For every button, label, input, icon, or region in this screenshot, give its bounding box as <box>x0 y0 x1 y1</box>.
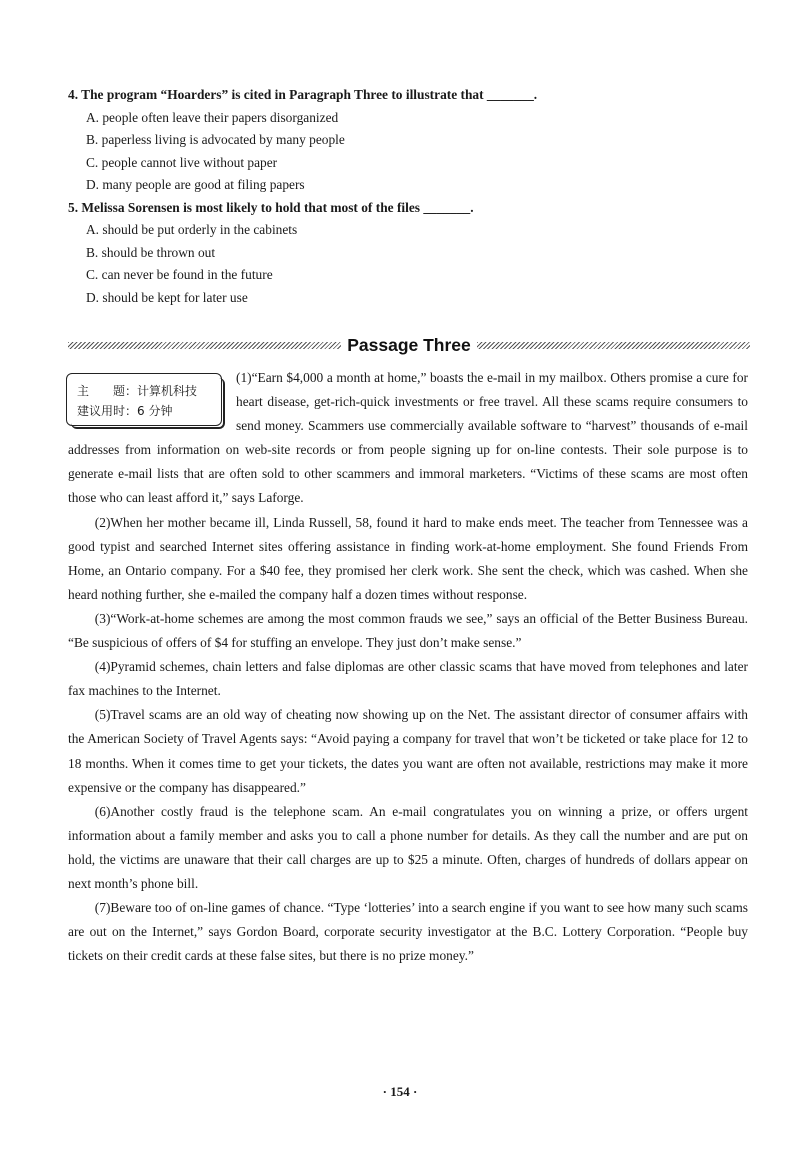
option-d: D. many people are good at filing papers <box>86 177 305 192</box>
passage-header <box>68 331 750 359</box>
paragraph-4: (4)Pyramid schemes, chain letters and false diplomas are other classic scams that have moved from telephones and later fax machines to the Internet. <box>68 659 748 699</box>
option-a: A. should be put orderly in the cabinets <box>86 222 298 237</box>
question-section <box>68 84 748 309</box>
page-number: · 154 · <box>382 1084 418 1099</box>
paragraph-5: (5)Travel scams are an old way of cheating now showing up on the Net. The assistant director of consumer affairs with the American Society of Travel Agents says: “Avoid paying a company for travel that won’t be ticketed or take place for 12 to 18 months. When it comes time to get your tickets, the dates you want are often not available, restrictions may make it more expensive or the company has disappeared.” <box>68 707 748 795</box>
paragraph-7: (7)Beware too of on-line games of chance. “Type ‘lotteries’ into a search engine if you want to see how many such scams are out on the Internet,” says Gordon Board, corporate security investigator at the B.C. Lottery Corporation. “People buy tickets on their credit cards at these false sites, but there is no prize money.” <box>68 900 748 964</box>
paragraph-3: (3)“Work-at-home schemes are among the most common frauds we see,” says an official of the Better Business Bureau. “Be suspicious of offers of $4 for stuffing an envelope. They just don’t make sense.” <box>68 610 748 651</box>
time-value: 6 分钟 <box>137 404 173 418</box>
topic-label: 主 题： <box>77 384 138 398</box>
paragraph-1: (1)“Earn $4,000 a month at home,” boasts the e-mail in my mailbox. Others promise a cure for heart disease, get-rich-quick investments or free travel. All these scams require consumers to send money. Scammers use commercially available software to “harvest” thousands of e-mail addresses from information on web-site records or from people signing up for on-line contests. Their sole purpose is to generate e-mail lists that are often sold to other scammers and immoral marketers. “Victims of these scams are most often those who can least afford it,” says Laforge. <box>68 370 748 506</box>
passage-body <box>68 366 748 968</box>
option-b: B. paperless living is advocated by many people <box>86 132 345 147</box>
question-5 <box>68 197 748 310</box>
paragraph-2: (2)When her mother became ill, Linda Russell, 58, found it hard to make ends meet. The teacher from Tennessee was a good typist and searched Internet sites offering assistance in finding work-at-home employment. She found Friends From Home, an Ontario company. For a $40 fee, they promised her clerk work. She sent the check, which was cashed. When she heard nothing further, she e-mailed the company half a dozen times without response. <box>68 514 748 602</box>
option-d: D. should be kept for later use <box>86 289 248 305</box>
topic-value: 计算机科技 <box>137 384 198 398</box>
question-4 <box>68 84 748 197</box>
topic-box-spacer <box>68 366 236 436</box>
passage-title: Passage Three <box>347 334 471 355</box>
hatch-divider-left <box>68 342 341 349</box>
hatch-divider-right <box>477 342 750 349</box>
option-a: A. people often leave their papers disorganized <box>86 109 339 125</box>
paragraph-6: (6)Another costly fraud is the telephone scam. An e-mail congratulates you on winning a prize, or offers urgent information about a family member and asks you to call a phone number for details. As they call the number and are put on hold, the victims are unaware that their call charges are up to $25 a minute. Often, charges of hundreds of dollars appear on next month’s phone bill. <box>68 803 748 891</box>
question-stem: 5. Melissa Sorensen is most likely to hold that most of the files _______. <box>68 199 474 215</box>
option-c: C. people cannot live without paper <box>86 154 278 170</box>
question-stem: 4. The program “Hoarders” is cited in Paragraph Three to illustrate that _______. <box>68 87 538 102</box>
option-c: C. can never be found in the future <box>86 267 273 282</box>
time-label: 建议用时： <box>77 404 138 418</box>
option-b: B. should be thrown out <box>86 244 216 260</box>
